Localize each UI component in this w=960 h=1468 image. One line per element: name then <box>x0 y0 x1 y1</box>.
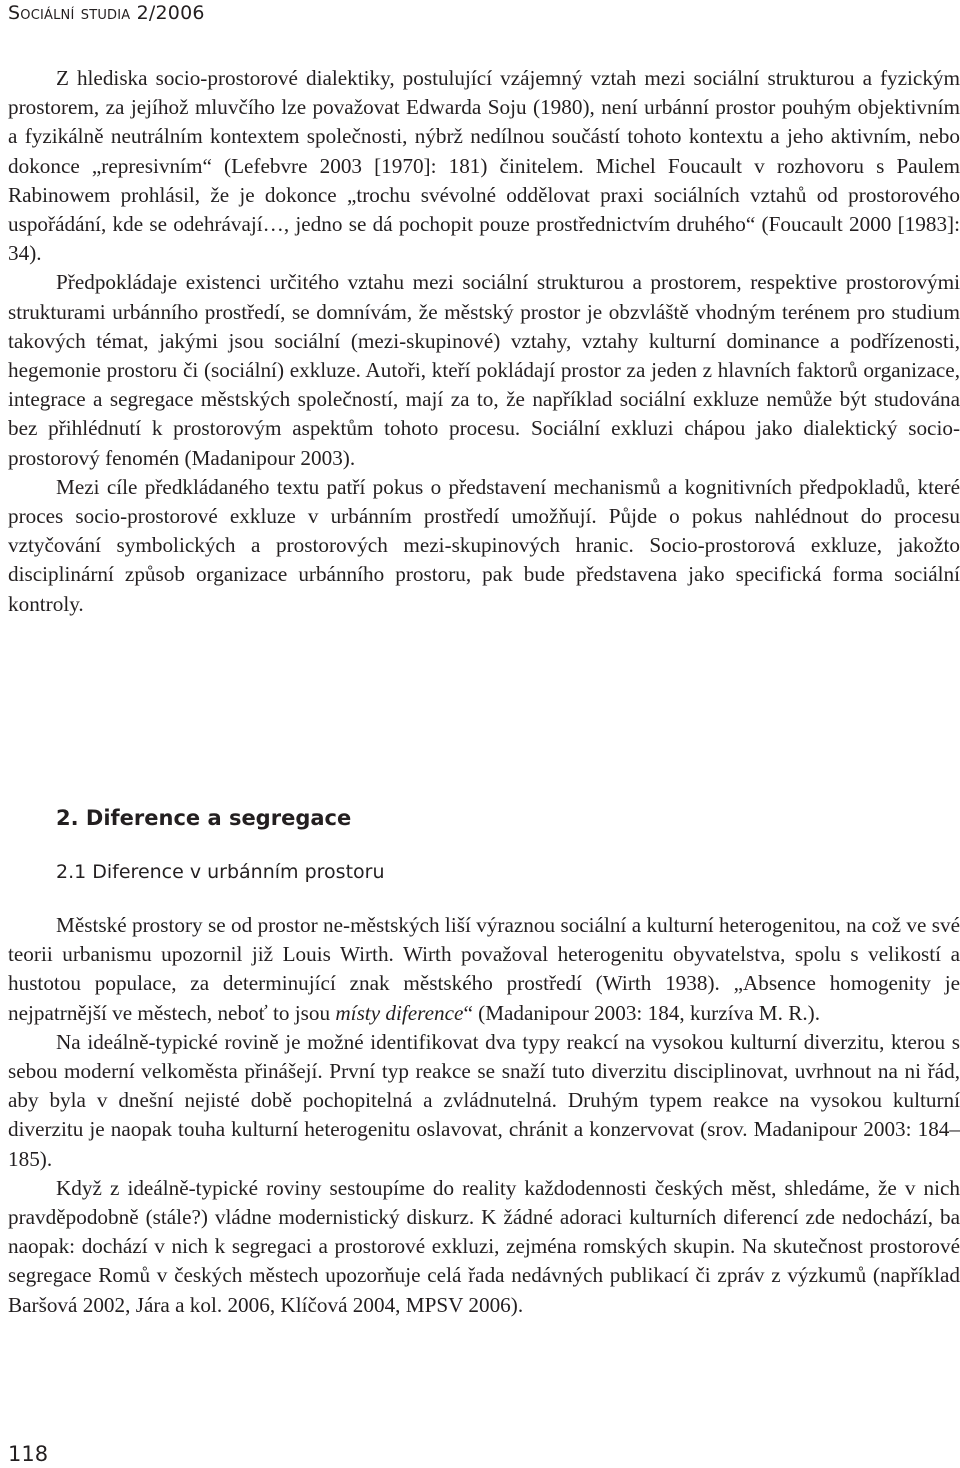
paragraph-text: “ (Madanipour 2003: 184, kurzíva M. R.). <box>463 1000 821 1025</box>
paragraph <box>8 911 960 1028</box>
paragraph-text: Městské prostory se od prostor ne-městských liší výraznou sociální a kulturní heterogenitou, na což ve své teorii urbanismu upozornil již Louis Wirth. Wirth považoval heterogenitu obyvatelstva, spolu s velikostí a hustotou populace, za determinující znak městského prostředí (Wirth 1938). „Absence homogenity je nejpatrnější ve městech, neboť to jsou <box>8 913 960 1025</box>
section-heading: 2. Diference a segregace <box>56 806 352 830</box>
paragraph: Mezi cíle předkládaného textu patří pokus o představení mechanismů a kognitivních předpokladů, které proces socio-prostorové exkluze v urbánním prostředí umožňují. Půjde o pokus nahlédnout do procesu vztyčování symbolických a prostorových mezi-skupinových hranic. Socio-prostorová exkluze, jakožto disciplinární způsob organizace urbánního prostoru, pak bude představena jako specifická forma sociální kontroly. <box>8 474 960 616</box>
page-number: 118 <box>8 1442 49 1466</box>
body-text-section <box>8 911 960 1320</box>
paragraph: Z hlediska socio-prostorové dialektiky, postulující vzájemný vztah mezi sociální strukturou a fyzickým prostorem, za jejíhož mluvčího lze považovat Edwarda Soju (1980), není urbánní prostor pouhým objektivním a fyzikálně neutrálním kontextem společnosti, nýbrž nedílnou součástí tohoto kontextu a jeho aktivním, nebo dokonce „represivním“ (Lefebvre 2003 [1970]: 181) činitelem. Michel Foucault v rozhovoru s Paulem Rabinowem prohlásil, že je dokonce „trochu svévolné oddělovat praxi sociálních vztahů od prostorového uspořádání, kde se odehrávají…, jedno se dá pochopit pouze prostřednictvím druhého“ (Foucault 2000 [1983]: 34). <box>8 66 960 266</box>
paragraph: Předpokládaje existenci určitého vztahu mezi sociální strukturou a prostorem, respektive prostorovými strukturami urbánního prostředí, se domnívám, že městský prostor je obzvláště vhodným terénem pro studium takových témat, jakými jsou sociální (mezi-skupinové) vztahy, vztahy kulturní dominance a podřízenosti, hegemonie prostoru či (sociální) exkluze. Autoři, kteří pokládají prostor za jeden z hlavních faktorů organizace, integrace a segregace městských společností, mají za to, že například sociální exkluze nemůže být studována bez přihlédnutí k prostorovým aspektům tohoto procesu. Sociální exkluzi chápou jako dialektický socio-prostorový fenomén (Madanipour 2003). <box>8 270 960 470</box>
subsection-heading: 2.1 Diference v urbánním prostoru <box>56 861 385 883</box>
paragraph: Když z ideálně-typické roviny sestoupíme do reality každodennosti českých měst, shledáme, že v nich pravděpodobně (stále?) vládne modernistický diskurz. K žádné adoraci kulturních diferencí zde nedochází, ba naopak: dochází v nich k segregaci a prostorové exkluzi, zejména romských skupin. Na skutečnost prostorové segregace Romů v českých městech upozorňuje celá řada nedávných publikací či zpráv z výzkumů (například Baršová 2002, Jára a kol. 2006, Klíčová 2004, MPSV 2006). <box>8 1175 960 1317</box>
running-header: Sociální studia 2/2006 <box>8 2 205 24</box>
italic-term: místy diference <box>335 1000 464 1025</box>
paragraph: Na ideálně-typické rovině je možné identifikovat dva typy reakcí na vysokou kulturní diverzitu, kterou s sebou moderní velkoměsta přinášejí. První typ reakce se snaží tuto diverzitu disciplinovat, uvrhnout na ni řád, aby byla v dnešní nejisté době pochopitelná a zvládnutelná. Druhým typem reakce na vysokou kulturní diverzitu je naopak touha kulturní heterogenitu oslavovat, chránit a konzervovat (srov. Madanipour 2003: 184–185). <box>8 1029 960 1171</box>
body-text-intro <box>8 64 960 619</box>
